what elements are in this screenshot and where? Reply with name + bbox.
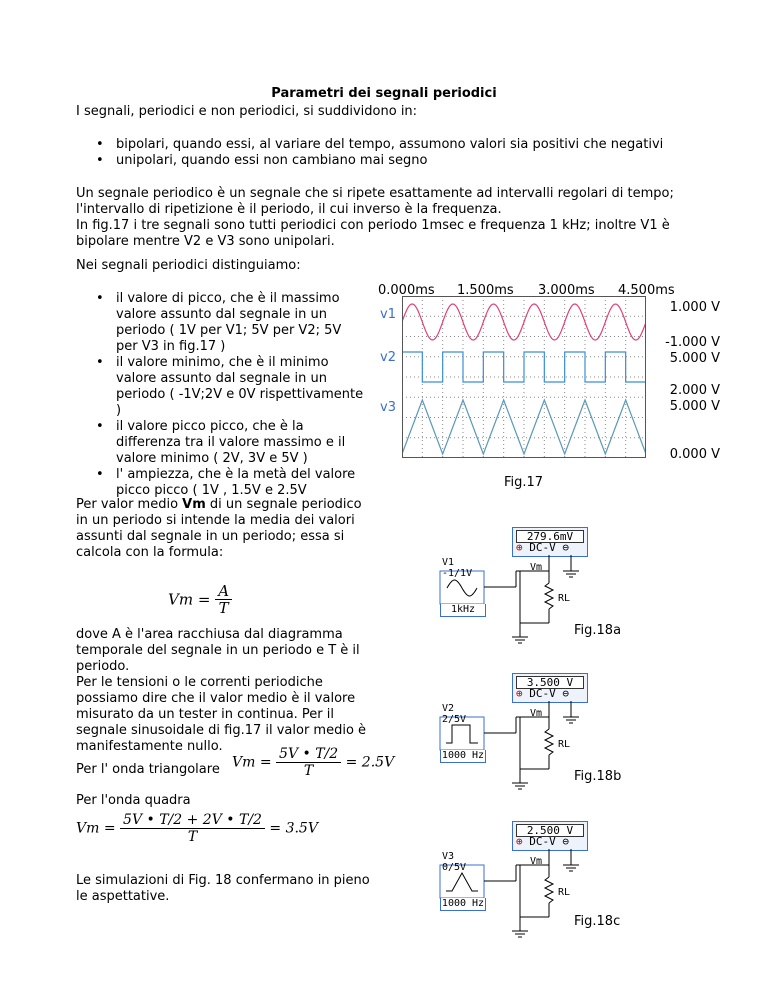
triangle-label: Per l' onda triangolare: [76, 762, 220, 777]
source-frequency: 1000 Hz: [441, 750, 485, 761]
channel-label-v3: v3: [380, 400, 396, 415]
wave-v1: [402, 304, 646, 340]
list-item: • bipolari, quando essi, al variare del tempo, assumono valori sia positivi che negativi: [76, 137, 663, 153]
signal-types-list: [76, 137, 663, 169]
list-item: • unipolari, quando essi non cambiano mai segno: [76, 153, 663, 169]
list-item: • il valore minimo, che è il minimo valore assunto dal segnale in un periodo ( -1V;2V e 0V rispettivamente ): [76, 355, 396, 419]
formula-square: Vm = $\frac{5V • T/2 + 2V • T/2}{T}$ = 3.5V: [76, 812, 318, 845]
list-item: • il valore di picco, che è il massimo valore assunto dal segnale in un periodo ( 1V per V1; 5V per V2; 5V per V3 in fig.17 ): [76, 291, 396, 355]
volt-label: 1.000 V: [669, 300, 720, 315]
formula-triangle: Vm = $\frac{5V • T/2}{T}$ = 2.5V: [232, 746, 395, 779]
source-label: V1 -1/1V: [442, 557, 473, 579]
fig18-caption: Fig.18c: [574, 914, 621, 929]
volt-label: 5.000 V: [669, 399, 720, 414]
list-item: • il valore picco picco, che è la differenza tra il valore massimo e il valore minimo ( 2V, 3V e 5V ): [76, 419, 396, 467]
time-label: 3.000ms: [538, 283, 595, 298]
time-label: 1.500ms: [457, 283, 514, 298]
volt-label: 0.000 V: [669, 447, 720, 462]
load-label: RL: [558, 593, 571, 604]
voltmeter-mode: ⊕ DC-V ⊖: [516, 835, 569, 848]
vm-label: Vm: [530, 856, 543, 867]
list-item: • l' ampiezza, che è la metà del valore picco picco ( 1V , 1.5V e 2.5V: [76, 467, 396, 499]
vm-definition: Per valor medio Vm di un segnale periodico in un periodo si intende la media dei valori assunti dal segnale in un periodo; essa si calcola con la formula:: [76, 497, 362, 560]
channel-label-v2: v2: [380, 350, 396, 365]
voltmeter-mode: ⊕ DC-V ⊖: [516, 687, 569, 700]
voltmeter-display: 3.500 V: [516, 676, 584, 689]
voltmeter-display: 2.500 V: [516, 824, 584, 837]
voltmeter-mode: ⊕ DC-V ⊖: [516, 541, 569, 554]
source-label: V2 2/5V: [442, 703, 467, 725]
formula-vm: Vm = $\frac{A}{T}$: [168, 583, 232, 616]
source-frequency: 1000 Hz: [441, 898, 485, 909]
circuit-2: [430, 673, 580, 793]
circuit-3: [430, 821, 580, 941]
channel-label-v1: v1: [380, 307, 396, 322]
volt-label: 5.000 V: [669, 351, 720, 366]
fig17-caption: Fig.17: [504, 475, 544, 490]
load-label: RL: [558, 887, 571, 898]
oscilloscope-screen: [402, 296, 646, 458]
vm-label: Vm: [530, 562, 543, 573]
vm-label: Vm: [530, 708, 543, 719]
parameters-list: [76, 291, 396, 499]
page-title: Parametri dei segnali periodici: [271, 86, 497, 101]
voltmeter-display: 279.6mV: [516, 530, 584, 543]
paragraph-periodic: Un segnale periodico è un segnale che si ripete esattamente ad intervalli regolari di tempo; l'intervallo di ripetizione è il periodo, il cui inverso è la frequenza. In fig.17 i tre segnali sono tutti periodici con periodo 1msec e frequenza 1 kHz; inoltre V1 è bipolare mentre V2 e V3 sono unipolari.: [76, 186, 674, 249]
conclusion: Le simulazioni di Fig. 18 confermano in pieno le aspettative.: [76, 873, 370, 904]
time-label: 4.500ms: [618, 283, 675, 298]
distinguish-text: Nei segnali periodici distinguiamo:: [76, 258, 301, 273]
fig18-caption: Fig.18b: [574, 769, 622, 784]
fig18-caption: Fig.18a: [574, 623, 622, 638]
intro-text: I segnali, periodici e non periodici, si suddividono in:: [76, 104, 418, 119]
square-label: Per l'onda quadra: [76, 793, 191, 808]
circuit-1: [430, 527, 580, 647]
load-label: RL: [558, 739, 571, 750]
time-label: 0.000ms: [378, 283, 435, 298]
volt-label: 2.000 V: [669, 383, 720, 398]
paragraph-mean: dove A è l'area racchiusa dal diagramma temporale del segnale in un periodo e T è il periodo. Per le tensioni o le correnti periodiche possiamo dire che il valor medio è il valore misurato da un tester in continua. Per il segnale sinusoidale di fig.17 il valor medio è manifestamente nullo.: [76, 627, 367, 754]
source-frequency: 1kHz: [440, 604, 486, 617]
volt-label: -1.000 V: [665, 335, 720, 350]
source-label: V3 0/5V: [442, 851, 467, 873]
